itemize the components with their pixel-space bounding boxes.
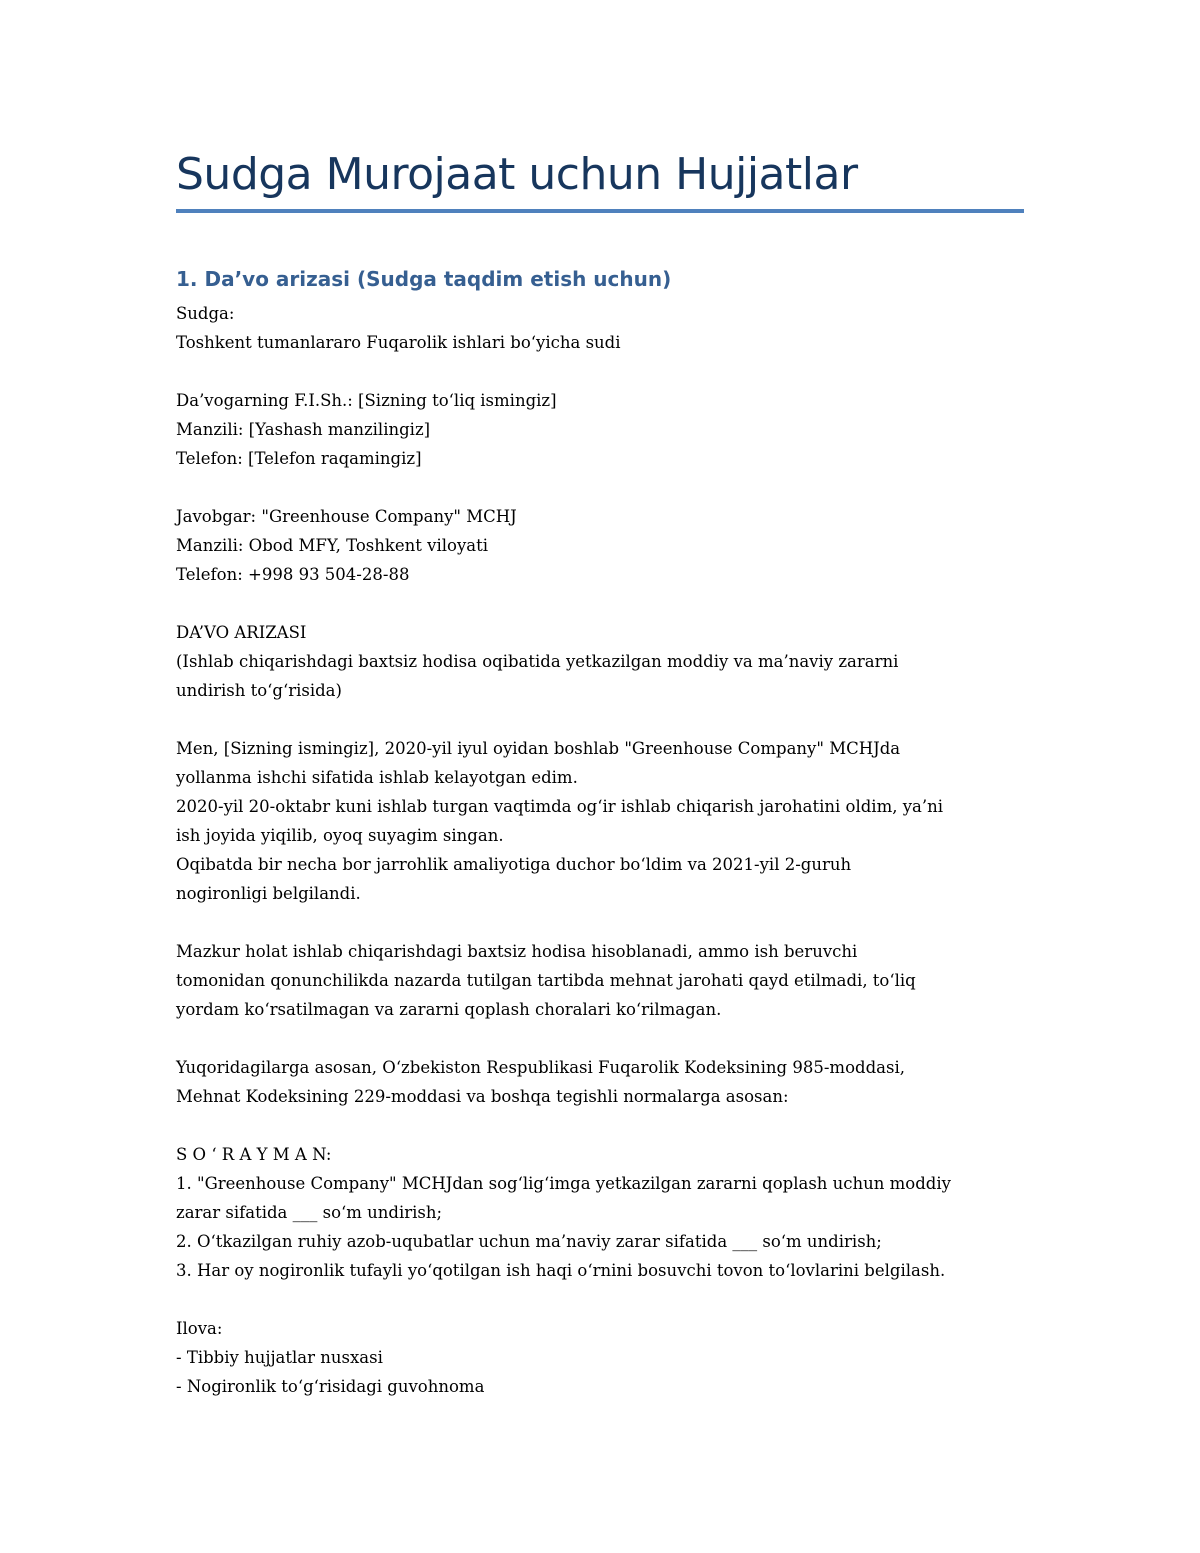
request-item: 3. Har oy nogironlik tufayli yo‘qotilgan ish haqi o‘rnini bosuvchi tovon to‘lovlarini belgilash.	[176, 1261, 946, 1280]
plaintiff-phone: Telefon: [Telefon raqamingiz]	[176, 449, 422, 468]
request-item: 1. "Greenhouse Company" MCHJdan sog‘lig‘imga yetkazilgan zararni qoplash uchun moddiy	[176, 1174, 951, 1193]
spacer	[176, 473, 1026, 502]
spacer	[176, 357, 1026, 386]
document-page	[176, 0, 1026, 1553]
plaintiff-name: Da’vogarning F.I.Sh.: [Sizning to‘liq ismingiz]	[176, 391, 557, 410]
spacer	[176, 1285, 1026, 1314]
spacer	[176, 589, 1026, 618]
spacer	[176, 908, 1026, 937]
legal-basis-line: Yuqoridagilarga asosan, O‘zbekiston Respublikasi Fuqarolik Kodeksining 985-moddasi,	[176, 1058, 905, 1077]
facts-line: yordam ko‘rsatilmagan va zararni qoplash choralari ko‘rilmagan.	[176, 1000, 722, 1019]
claim-subtitle: undirish to‘g‘risida)	[176, 681, 342, 700]
plaintiff-address: Manzili: [Yashash manzilingiz]	[176, 420, 431, 439]
defendant-name: Javobgar: "Greenhouse Company" MCHJ	[176, 507, 517, 526]
court-name: Toshkent tumanlararo Fuqarolik ishlari bo‘yicha sudi	[176, 333, 621, 352]
defendant-phone: Telefon: +998 93 504-28-88	[176, 565, 410, 584]
facts-line: Mazkur holat ishlab chiqarishdagi baxtsiz hodisa hisoblanadi, ammo ish beruvchi	[176, 942, 858, 961]
attachment-item: - Tibbiy hujjatlar nusxasi	[176, 1348, 383, 1367]
claim-heading: DA’VO ARIZASI	[176, 623, 307, 642]
request-item: zarar sifatida ___ so‘m undirish;	[176, 1203, 443, 1222]
facts-line: 2020-yil 20-oktabr kuni ishlab turgan vaqtimda og‘ir ishlab chiqarish jarohatini oldim, ya’ni	[176, 797, 944, 816]
attachment-item: - Nogironlik to‘g‘risidagi guvohnoma	[176, 1377, 485, 1396]
facts-line: Men, [Sizning ismingiz], 2020-yil iyul oyidan boshlab "Greenhouse Company" MCHJda	[176, 739, 901, 758]
facts-line: ish joyida yiqilib, oyoq suyagim singan.	[176, 826, 504, 845]
recipient-label: Sudga:	[176, 304, 235, 323]
claim-body	[176, 299, 1026, 1401]
facts-line: tomonidan qonunchilikda nazarda tutilgan tartibda mehnat jarohati qayd etilmadi, to‘liq	[176, 971, 916, 990]
spacer	[176, 705, 1026, 734]
legal-basis-line: Mehnat Kodeksining 229-moddasi va boshqa tegishli normalarga asosan:	[176, 1087, 789, 1106]
facts-line: nogironligi belgilandi.	[176, 884, 361, 903]
defendant-address: Manzili: Obod MFY, Toshkent viloyati	[176, 536, 489, 555]
facts-line: Oqibatda bir necha bor jarrohlik amaliyotiga duchor bo‘ldim va 2021-yil 2-guruh	[176, 855, 852, 874]
spacer	[176, 1111, 1026, 1140]
section-heading: 1. Da’vo arizasi (Sudga taqdim etish uchun)	[176, 267, 672, 291]
title-underline	[176, 209, 1024, 213]
request-heading: S O ‘ R A Y M A N:	[176, 1145, 332, 1164]
facts-line: yollanma ishchi sifatida ishlab kelayotgan edim.	[176, 768, 578, 787]
document-title: Sudga Murojaat uchun Hujjatlar	[176, 149, 858, 200]
attachments-label: Ilova:	[176, 1319, 223, 1338]
spacer	[176, 1024, 1026, 1053]
request-item: 2. O‘tkazilgan ruhiy azob-uqubatlar uchun ma’naviy zarar sifatida ___ so‘m undirish;	[176, 1232, 882, 1251]
claim-subtitle: (Ishlab chiqarishdagi baxtsiz hodisa oqibatida yetkazilgan moddiy va ma’naviy zararni	[176, 652, 899, 671]
